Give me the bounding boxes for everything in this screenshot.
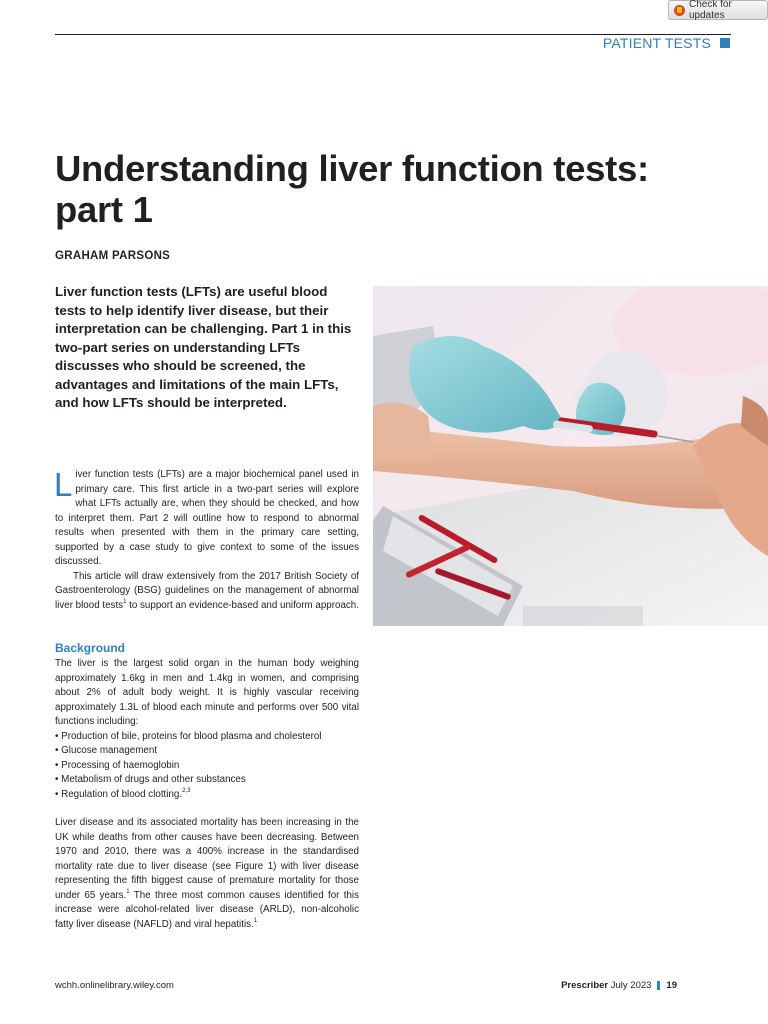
background-paragraph-2b: The three most common causes identified for this increase were alcohol-related liver disease (ARLD), non-alcoholic fatty liver disease (NAFLD) and viral hepatitis. <box>55 889 360 930</box>
reference-sup: 1 <box>253 917 258 924</box>
functions-list <box>55 730 359 803</box>
section-square-icon <box>720 38 730 48</box>
list-item: • Metabolism of drugs and other substances <box>55 773 359 788</box>
list-item <box>55 788 359 803</box>
author-name: GRAHAM PARSONS <box>55 250 171 262</box>
intro-paragraph-2-end: to support an evidence-based and uniform approach. <box>126 599 359 611</box>
intro-text <box>55 468 359 613</box>
list-item: • Glucose management <box>55 744 359 759</box>
footer-url: wchh.onlinelibrary.wiley.com <box>55 980 174 991</box>
background-heading: Background <box>55 641 126 655</box>
section-label <box>603 35 730 51</box>
standfirst: Liver function tests (LFTs) are useful blood tests to help identify liver disease, but their interpretation can be challenging. Part 1 in this two-part series on understanding LFTs discusses who should be screened, the advantages and limitations of the main LFTs, and how LFTs should be interpreted. <box>55 284 352 410</box>
list-item: • Processing of haemoglobin <box>55 759 359 774</box>
check-for-updates-button[interactable] <box>668 0 768 20</box>
crossmark-icon <box>674 5 685 16</box>
article-title: Understanding liver function tests: part 1 <box>55 148 649 230</box>
page-number: 19 <box>666 980 677 991</box>
reference-sup: 1 <box>123 598 127 605</box>
journal-info <box>561 980 651 991</box>
journal-name: Prescriber <box>561 980 609 991</box>
intro-paragraph-1-text: iver function tests (LFTs) are a major biochemical panel used in primary care. This first article in a two-part series will explore what LFTs actually are, when they should be checked, and how to interpret them. Part 2 will outline how to respond to abnormal results when presented with them in the primary care setting, supported by a case study to give context to some of the issues discussed. <box>55 469 359 567</box>
background-text <box>55 657 359 932</box>
intro-paragraph-1 <box>55 468 359 570</box>
list-item: • Production of bile, proteins for blood plasma and cholesterol <box>55 730 359 745</box>
footer-journal <box>561 980 677 991</box>
intro-paragraph-2 <box>55 570 359 614</box>
section-label-text: PATIENT TESTS <box>602 35 711 51</box>
background-paragraph-1: The liver is the largest solid organ in the human body weighing approximately 1.6kg in men and 1.4kg in women, and comprising about 2% of adult body weight. It is highly vascular receiving approximately 1.3L of blood each minute and performs over 500 vital functions including: <box>55 658 359 727</box>
reference-sup: 2,3 <box>182 787 191 794</box>
intro-paragraph-2-text: This article will draw extensively from the 2017 British Society of Gastroenterology (BSG) guidelines on the management of abnormal liver blood tests <box>55 570 359 611</box>
list-item-text: Regulation of blood clotting. <box>61 788 183 800</box>
background-paragraph-2 <box>55 816 359 932</box>
drop-cap: L <box>54 466 73 503</box>
reference-sup: 1 <box>126 888 130 895</box>
background-paragraph-2a: Liver disease and its associated mortality has been increasing in the UK while deaths from other causes have been decreasing. Between 1970 and 2010, there was a 400% increase in the standardised mortality rate due to liver disease (see Figure 1) with liver disease representing the fifth biggest cause of premature mortality for those under 65 years. <box>55 817 359 901</box>
footer-bar-icon <box>657 981 660 990</box>
check-for-updates-label: Check for updates <box>689 0 732 21</box>
issue-date: July 2023 <box>610 980 652 991</box>
blood-test-photo <box>373 286 768 626</box>
